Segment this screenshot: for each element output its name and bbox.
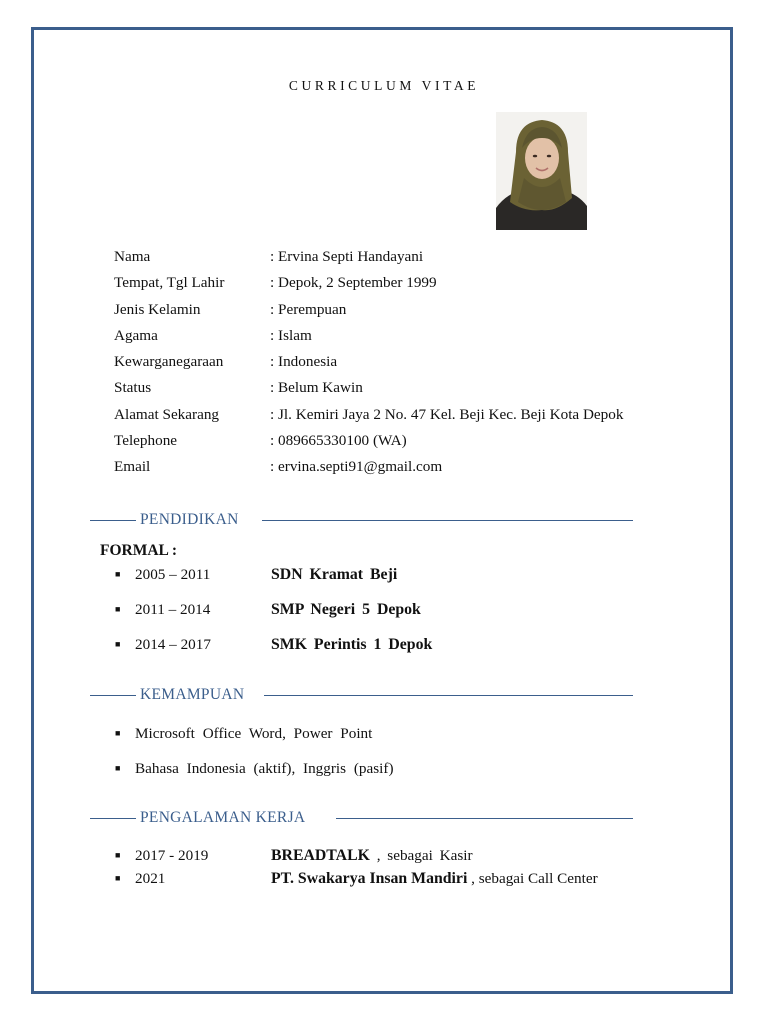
section-rule <box>90 695 136 696</box>
section-rule <box>90 818 136 819</box>
skill-text: Microsoft Office Word, Power Point <box>135 725 373 742</box>
section-rule <box>262 520 633 521</box>
info-row-email <box>114 457 734 483</box>
section-rule <box>90 520 136 521</box>
education-years: 2014 – 2017 <box>135 636 211 653</box>
info-value: : Islam <box>270 326 312 344</box>
info-label: Jenis Kelamin <box>114 300 201 318</box>
formal-label: FORMAL : <box>100 542 178 559</box>
experience-role: , sebagai Kasir <box>369 847 473 864</box>
info-label: Alamat Sekarang <box>114 405 220 423</box>
experience-item <box>115 847 473 865</box>
info-label: Agama <box>114 326 158 344</box>
document-title: CURRICULUM VITAE <box>288 78 480 93</box>
experience-item <box>115 870 598 888</box>
info-value: : Perempuan <box>270 300 347 318</box>
info-value: : ervina.septi91@gmail.com <box>270 458 443 476</box>
education-school: SMP Negeri 5 Depok <box>271 601 421 618</box>
section-title: PENDIDIKAN <box>140 511 239 528</box>
info-row-nationality <box>114 352 734 378</box>
info-row-telephone <box>114 431 734 457</box>
info-label: Email <box>114 458 151 476</box>
skill-item <box>115 725 372 743</box>
info-row-status <box>114 378 734 404</box>
info-row-gender <box>114 300 734 326</box>
education-school: SDN Kramat Beji <box>271 566 398 583</box>
info-label: Nama <box>114 248 151 265</box>
experience-company: BREADTALK <box>271 847 370 864</box>
bullet: ■ <box>115 850 121 860</box>
info-label: Telephone <box>114 432 178 450</box>
section-title: PENGALAMAN KERJA <box>140 809 306 826</box>
skill-item <box>115 760 394 778</box>
section-rule <box>264 695 633 696</box>
experience-years: 2021 <box>135 870 166 887</box>
info-value: : Jl. Kemiri Jaya 2 No. 47 Kel. Beji Kec. Beji Kota Depok <box>270 405 624 423</box>
info-label: Tempat, Tgl Lahir <box>114 274 225 292</box>
info-row-name <box>114 247 734 273</box>
experience-company: PT. Swakarya Insan Mandiri <box>271 870 468 887</box>
info-value: : Indonesia <box>270 353 338 371</box>
experience-role: , sebagai Call Center <box>467 870 598 887</box>
skill-text: Bahasa Indonesia (aktif), Inggris (pasif) <box>135 760 394 777</box>
info-row-birth <box>114 273 734 299</box>
section-rule <box>336 818 633 819</box>
education-item <box>115 601 421 619</box>
profile-photo <box>496 112 587 230</box>
info-value: : Belum Kawin <box>270 379 363 397</box>
info-label: Kewarganegaraan <box>114 353 224 371</box>
section-title: KEMAMPUAN <box>140 686 245 703</box>
info-value: : Ervina Septi Handayani <box>270 248 424 265</box>
education-years: 2005 – 2011 <box>135 566 211 583</box>
info-row-religion <box>114 326 734 352</box>
bullet: ■ <box>115 639 121 649</box>
info-value: : 089665330100 (WA) <box>270 432 407 450</box>
bullet: ■ <box>115 728 121 738</box>
education-item <box>115 566 397 584</box>
education-school: SMK Perintis 1 Depok <box>271 636 433 653</box>
bullet: ■ <box>115 763 121 773</box>
section-header-kemampuan <box>90 685 633 705</box>
bullet: ■ <box>115 604 121 614</box>
education-item <box>115 636 432 654</box>
section-header-pengalaman <box>90 808 633 828</box>
education-years: 2011 – 2014 <box>135 601 211 618</box>
info-label: Status <box>114 379 152 397</box>
personal-info <box>114 247 734 484</box>
experience-years: 2017 - 2019 <box>135 847 209 864</box>
info-row-address <box>114 405 734 431</box>
bullet: ■ <box>115 569 121 579</box>
info-value: : Depok, 2 September 1999 <box>270 274 437 292</box>
section-header-pendidikan <box>90 510 633 530</box>
bullet: ■ <box>115 873 121 883</box>
